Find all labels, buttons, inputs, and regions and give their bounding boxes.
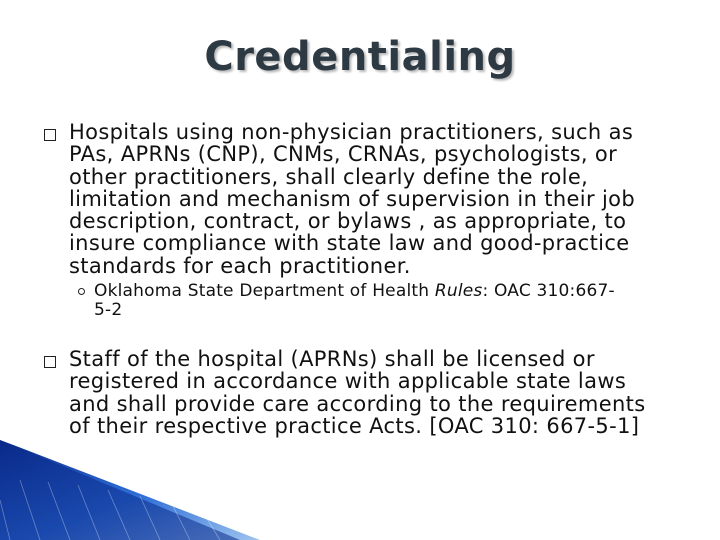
citation-prefix: Oklahoma State Department of Health xyxy=(94,281,435,301)
sub-bullet-citation xyxy=(78,282,698,320)
bullet-line: PAs, APRNs (CNP), CNMs, CRNAs, psychologists, or xyxy=(69,142,618,167)
citation-continuation: 5-2 xyxy=(94,300,123,320)
bullet-line: registered in accordance with applicable state laws xyxy=(69,369,627,394)
circle-bullet-icon xyxy=(78,288,85,295)
citation-suffix: : OAC 310:667- xyxy=(482,281,615,301)
citation-line xyxy=(94,282,615,301)
square-bullet-icon xyxy=(44,356,56,368)
corner-swoosh-decoration xyxy=(0,440,300,540)
bullet-line: limitation and mechanism of supervision in their job xyxy=(69,186,636,211)
swoosh-shadow xyxy=(0,440,240,540)
bullet-line: of their respective practice Acts. [OAC 310: 667-5-1] xyxy=(69,413,640,438)
bullet-line: standards for each practitioner. xyxy=(69,253,411,278)
bullet-line: Hospitals using non-physician practitioners, such as xyxy=(69,120,634,144)
citation-italic: Rules xyxy=(434,281,483,301)
bullet-item-hospitals xyxy=(44,121,694,277)
bullet-item-staff xyxy=(44,348,694,437)
bullet-line: and shall provide care according to the requirements xyxy=(69,391,646,416)
slide-title: Credentialing xyxy=(204,34,516,80)
bullet-line: Staff of the hospital (APRNs) shall be licensed or xyxy=(69,347,595,371)
bullet-line: insure compliance with state law and good-practice xyxy=(69,231,630,256)
square-bullet-icon xyxy=(44,129,56,141)
bullet-line: other practitioners, shall clearly define the role, xyxy=(69,164,589,189)
bullet-line: description, contract, or bylaws , as appropriate, to xyxy=(69,209,627,234)
